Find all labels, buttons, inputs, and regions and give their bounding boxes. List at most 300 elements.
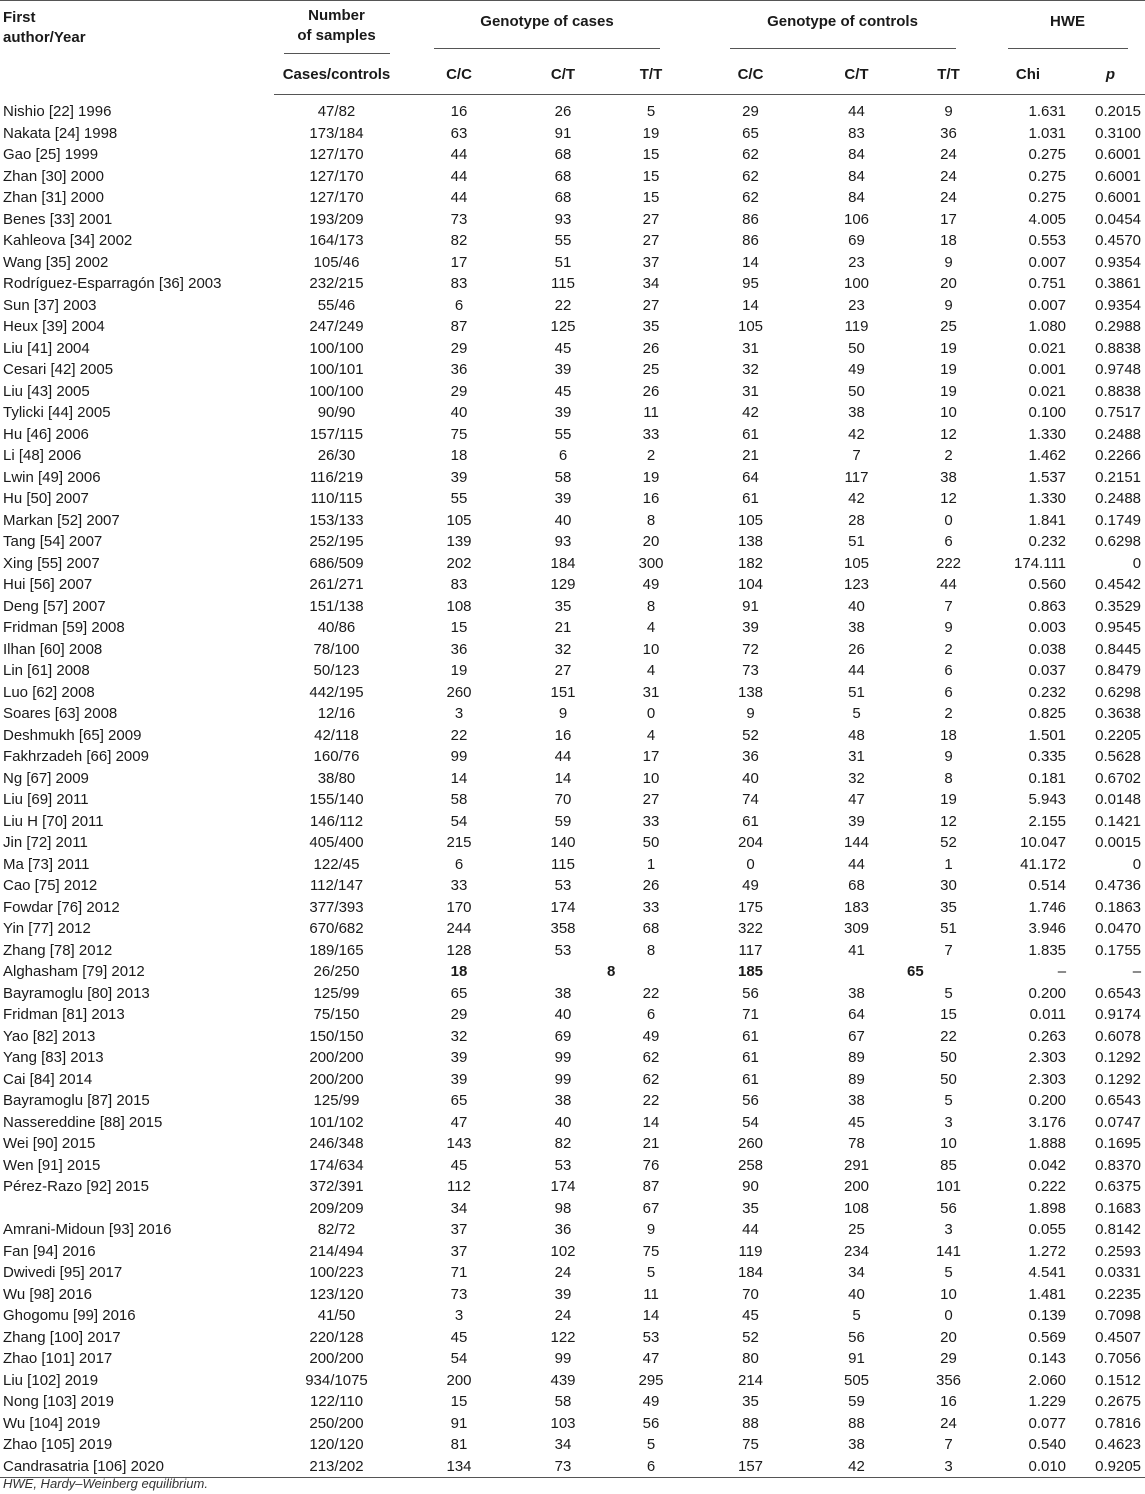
controls-cc-cell: 73 <box>742 662 759 679</box>
cases-tt-cell: 26 <box>642 382 660 400</box>
controls-ct-cell: 64 <box>848 1006 865 1023</box>
cases-tt-cell: 10 <box>642 640 660 658</box>
cases-tt-cell: 27 <box>642 210 660 228</box>
controls-cc-cell: 44 <box>742 1221 759 1238</box>
table-row <box>0 1069 1145 1091</box>
chi-cell: 174.111 <box>1014 554 1067 572</box>
controls-cc-cell: 62 <box>742 189 759 206</box>
author-year-cell: Fowdar [76] 2012 <box>3 898 120 916</box>
controls-cc-cell: 72 <box>742 640 759 658</box>
p-value-cell: 0.6702 <box>1095 769 1142 787</box>
controls-cc-cell: 31 <box>742 382 759 400</box>
samples-cell: 50/123 <box>313 662 360 679</box>
samples-cell: 252/195 <box>309 533 364 550</box>
author-year-cell: Gao [25] 1999 <box>3 146 99 163</box>
cases-cc-cell: 15 <box>450 619 468 636</box>
cases-cc-cell: 18 <box>450 963 468 980</box>
cases-tt-cell: 49 <box>642 576 660 593</box>
cases-cc-cell: 22 <box>450 726 468 744</box>
author-year-cell: Zhao [105] 2019 <box>3 1436 113 1453</box>
controls-ct-cell: 26 <box>848 640 865 658</box>
cases-cc-cell: 139 <box>446 533 472 550</box>
author-year-cell: Liu [41] 2004 <box>3 339 90 357</box>
cases-tt-cell: 31 <box>642 683 660 701</box>
author-year-cell: Markan [52] 2007 <box>3 511 120 529</box>
cases-tt-cell: 15 <box>642 146 660 163</box>
p-value-cell: 0.1749 <box>1095 511 1142 529</box>
controls-ct-cell: 200 <box>844 1178 870 1195</box>
controls-ct-cell: 84 <box>848 189 865 206</box>
controls-ct-cell: 117 <box>844 468 869 486</box>
chi-cell: 0.553 <box>1028 232 1067 249</box>
controls-tt-cell: 30 <box>940 877 957 894</box>
controls-tt-cell: 52 <box>940 834 957 851</box>
controls-cc-cell: 31 <box>742 339 759 357</box>
author-year-cell: Liu [69] 2011 <box>3 791 89 808</box>
samples-cell: 670/682 <box>309 920 364 937</box>
cases-ct-cell: 122 <box>550 1328 576 1346</box>
controls-tt-cell: 22 <box>940 1027 957 1045</box>
controls-ct-cell: 69 <box>848 232 865 249</box>
chi-cell: 0.232 <box>1028 533 1067 550</box>
chi-cell: 0.514 <box>1028 877 1067 894</box>
controls-cc-cell: 9 <box>746 705 755 722</box>
table-row <box>0 95 1145 123</box>
author-year-cell: Cai [84] 2014 <box>3 1070 93 1088</box>
controls-cc-cell: 70 <box>742 1285 759 1303</box>
cases-tt-cell: 62 <box>642 1049 660 1066</box>
cases-tt-cell: 1 <box>646 855 656 873</box>
table-row <box>0 338 1145 360</box>
p-value-cell: 0.2151 <box>1095 468 1142 486</box>
cases-tt-cell: 11 <box>643 1285 659 1303</box>
cases-ct-cell <box>519 961 607 983</box>
controls-ct-cell: 40 <box>848 1285 865 1303</box>
author-year-cell: Candrasatria [106] 2020 <box>0 1456 274 1478</box>
author-year-cell: Sun [37] 2003 <box>3 296 97 314</box>
cases-ct-cell: 44 <box>554 748 572 765</box>
chi-cell: 1.481 <box>1028 1285 1067 1303</box>
controls-ct-cell: 291 <box>844 1156 870 1174</box>
controls-tt-cell: 17 <box>940 210 957 228</box>
cases-cc-cell: 19 <box>450 662 468 679</box>
p-value-cell: 0.6543 <box>1095 984 1142 1002</box>
controls-ct-cell <box>806 961 907 983</box>
author-year-cell: Kahleova [34] 2002 <box>3 232 133 249</box>
cases-cc-cell: 3 <box>454 1307 464 1324</box>
p-value-cell: 0.1755 <box>1095 941 1142 959</box>
table-row <box>0 983 1145 1005</box>
cases-cc-cell: 37 <box>450 1242 468 1260</box>
samples-cell: 125/99 <box>313 1092 360 1109</box>
controls-ct-cell: 89 <box>848 1049 865 1066</box>
cases-tt-cell: 27 <box>642 296 660 314</box>
author-year-cell: Luo [62] 2008 <box>3 683 95 701</box>
controls-tt-cell: 9 <box>944 103 953 120</box>
table-row <box>0 445 1145 467</box>
cases-tt-cell: 6 <box>646 1006 656 1023</box>
cases-tt-cell: 49 <box>642 1027 660 1045</box>
chi-cell: 0.001 <box>1028 361 1067 378</box>
table-row <box>0 746 1145 768</box>
chi-cell: 2.303 <box>1028 1070 1067 1088</box>
cases-tt-cell: 295 <box>638 1371 664 1389</box>
samples-cell: 153/133 <box>309 511 364 529</box>
controls-tt-cell: 5 <box>944 984 953 1002</box>
cases-cc-cell: 202 <box>446 554 472 572</box>
cases-cc-cell: 44 <box>450 146 468 163</box>
controls-ct-cell: 28 <box>848 511 865 529</box>
controls-tt-cell: 10 <box>940 1285 957 1303</box>
controls-cc-cell: 14 <box>742 296 759 314</box>
cases-tt-cell: 14 <box>642 1113 660 1131</box>
p-value-cell: 0.6001 <box>1095 189 1142 206</box>
cases-ct-cell: 38 <box>554 984 572 1002</box>
author-year-cell: Bayramoglu [87] 2015 <box>3 1092 150 1109</box>
author-year-cell: Rodríguez-Esparragón [36] 2003 <box>3 275 222 292</box>
table-row <box>0 1348 1145 1370</box>
samples-cell: 157/115 <box>309 425 364 443</box>
cases-ct-cell: 40 <box>554 1006 572 1023</box>
cases-cc-cell: 47 <box>450 1113 468 1131</box>
cases-cc-cell: 244 <box>446 920 472 937</box>
cases-cc-cell: 39 <box>450 1049 468 1066</box>
chi-cell: 0.077 <box>1028 1414 1067 1432</box>
controls-tt-cell: 51 <box>940 920 957 937</box>
controls-cc-cell: 29 <box>742 103 759 120</box>
author-year-cell: Tylicki [44] 2005 <box>3 404 111 421</box>
controls-ct-cell: 105 <box>844 554 870 572</box>
p-value-cell: – <box>1132 963 1142 980</box>
controls-tt-cell: 5 <box>944 1092 953 1109</box>
controls-cc-cell: 35 <box>742 1393 759 1410</box>
cases-tt-cell: 27 <box>642 232 660 249</box>
controls-tt-cell: 36 <box>940 124 957 142</box>
controls-tt-cell: 15 <box>940 1006 957 1023</box>
cases-cc-cell: 3 <box>454 705 464 722</box>
chi-cell: 0.540 <box>1028 1436 1067 1453</box>
controls-ct-cell: 23 <box>848 296 865 314</box>
chi-cell: 1.888 <box>1028 1135 1067 1152</box>
author-year-cell: Dwivedi [95] 2017 <box>3 1264 123 1281</box>
controls-ct-cell: 42 <box>806 1456 907 1478</box>
samples-cell: 100/100 <box>309 339 364 357</box>
controls-ct-cell: 51 <box>848 683 865 701</box>
cases-ct-cell: 53 <box>554 877 572 894</box>
author-year-cell: Tang [54] 2007 <box>3 533 103 550</box>
chi-cell: 0.021 <box>1028 339 1067 357</box>
cases-cc-cell: 83 <box>450 576 468 593</box>
samples-cell: 193/209 <box>309 210 364 228</box>
author-header-line2: author/Year <box>3 29 86 46</box>
controls-ct-cell: 44 <box>848 662 865 679</box>
cases-ct-cell: 439 <box>550 1371 576 1389</box>
author-year-cell: Lwin [49] 2006 <box>3 468 101 486</box>
author-year-cell: Bayramoglu [80] 2013 <box>3 984 150 1002</box>
author-year-cell: Hui [56] 2007 <box>3 576 93 593</box>
cases-cc-cell: 54 <box>450 1350 468 1367</box>
p-value-cell: 0.9545 <box>1095 619 1142 636</box>
cases-ct-cell: 27 <box>554 662 572 679</box>
cases-cc-cell: 33 <box>450 877 468 894</box>
cases-ct-cell: 9 <box>558 705 568 722</box>
cases-ct-cell: 53 <box>554 1156 572 1174</box>
cases-ct-cell: 98 <box>554 1199 572 1217</box>
table-row <box>0 1391 1145 1413</box>
cases-ct-cell: 91 <box>554 124 572 142</box>
controls-ct-cell: 44 <box>848 103 865 120</box>
cases-ct-cell: 125 <box>550 318 576 335</box>
samples-cell: 377/393 <box>309 898 364 916</box>
cases-tt-cell: 53 <box>642 1328 660 1346</box>
table-row <box>0 402 1145 424</box>
p-value-cell: 0.3638 <box>1095 705 1142 722</box>
table-row <box>0 553 1145 575</box>
cases-ct-cell: 99 <box>554 1350 572 1367</box>
samples-cell: 686/509 <box>309 554 364 572</box>
controls-ct-cell: 144 <box>844 834 870 851</box>
cases-cc-cell: 55 <box>450 490 468 507</box>
samples-cell: 78/100 <box>313 640 360 658</box>
cases-cc-cell: 39 <box>450 1070 468 1088</box>
controls-ct-cell: 89 <box>848 1070 865 1088</box>
author-year-cell: Fridman [81] 2013 <box>3 1006 125 1023</box>
author-year-cell: Zhan [30] 2000 <box>3 167 104 185</box>
chi-cell: 0.263 <box>1028 1027 1067 1045</box>
cases-cc-cell: 63 <box>450 124 468 142</box>
controls-cc-cell: 119 <box>738 1242 763 1260</box>
cases-tt-cell: 26 <box>642 339 660 357</box>
samples-cell: 405/400 <box>309 834 364 851</box>
chi-cell: 0.037 <box>1028 662 1067 679</box>
samples-cell: 146/112 <box>309 812 364 830</box>
p-value-cell: 0.6001 <box>1095 146 1142 163</box>
samples-cell: 934/1075 <box>305 1371 368 1389</box>
controls-cc-cell: 184 <box>738 1264 764 1281</box>
author-year-cell: Alghasham [79] 2012 <box>3 963 145 980</box>
controls-ct-cell: 38 <box>848 1092 865 1109</box>
cases-ct-cell: 102 <box>550 1242 576 1260</box>
p-value-cell: 0.2015 <box>1095 103 1142 120</box>
samples-cell: 40/86 <box>317 619 356 636</box>
chi-cell: 0.335 <box>1028 748 1067 765</box>
cases-tt-cell: 33 <box>642 898 660 916</box>
controls-tt-cell: 7 <box>944 597 953 615</box>
p-value-cell: 0.7056 <box>1095 1350 1142 1367</box>
cases-ct-cell: 36 <box>554 1221 572 1238</box>
cases-tt-cell: 21 <box>642 1135 660 1152</box>
cases-cc-cell: 36 <box>450 640 468 658</box>
table-row <box>0 1176 1145 1198</box>
cases-tt-cell: 75 <box>642 1242 660 1260</box>
table-row <box>0 789 1145 811</box>
cases-tt-cell: 37 <box>642 253 660 271</box>
p-value-cell: 0.7517 <box>1095 404 1142 421</box>
cases-ct-cell: 26 <box>554 103 572 120</box>
cases-cc-cell: 105 <box>446 511 472 529</box>
controls-tt-cell: 7 <box>944 1436 953 1453</box>
cases-cc-cell: 58 <box>450 791 468 808</box>
author-year-cell: Nakata [24] 1998 <box>3 124 118 142</box>
p-value-cell: 0.6375 <box>1095 1178 1142 1195</box>
controls-ct-cell: 23 <box>848 253 865 271</box>
author-year-header <box>0 6 274 95</box>
controls-ct-cell: 38 <box>848 404 865 421</box>
cases-cc-cell: 87 <box>450 318 468 335</box>
cases-cc-cell: 44 <box>450 167 468 185</box>
cases-ct-cell: 55 <box>554 232 572 249</box>
table-row <box>0 1262 1145 1284</box>
chi-cell: 0.055 <box>1028 1221 1067 1238</box>
cases-ct-cell: 53 <box>554 941 572 959</box>
cases-controls-subheader: Cases/controls <box>274 56 399 95</box>
controls-ct-cell: 42 <box>848 425 865 443</box>
table-row <box>0 273 1145 295</box>
cases-tt-cell: 17 <box>642 748 660 765</box>
table-row <box>0 467 1145 489</box>
p-value-cell: 0.1292 <box>1095 1049 1142 1066</box>
chi-cell: 0.825 <box>1028 705 1067 722</box>
author-year-cell: Deshmukh [65] 2009 <box>3 726 142 744</box>
author-year-cell: Xing [55] 2007 <box>3 554 100 572</box>
samples-cell: 127/170 <box>309 189 364 206</box>
chi-cell: 0.003 <box>1028 619 1067 636</box>
p-value-cell: 0.4736 <box>1095 877 1142 894</box>
cases-cc-cell: 18 <box>450 447 468 464</box>
chi-cell: 1.537 <box>1028 468 1067 486</box>
controls-cc-cell: 86 <box>742 210 759 228</box>
controls-cc-cell: 52 <box>742 1328 759 1346</box>
chi-cell: 0.181 <box>1028 769 1067 787</box>
samples-cell: 442/195 <box>309 683 364 701</box>
p-value-cell: 0.8445 <box>1095 640 1142 658</box>
chi-cell: 1.031 <box>1028 124 1067 142</box>
cases-ct-cell: 68 <box>554 146 572 163</box>
p-value-cell: 0.4507 <box>1095 1328 1142 1346</box>
controls-ct-cell: 25 <box>848 1221 865 1238</box>
controls-ct-cell: 56 <box>848 1328 865 1346</box>
controls-cc-cell: 35 <box>742 1199 759 1217</box>
controls-cc-cell: 260 <box>738 1135 764 1152</box>
chi-cell: – <box>1057 963 1067 980</box>
table-row <box>0 725 1145 747</box>
table-row <box>0 596 1145 618</box>
table-row <box>0 1327 1145 1349</box>
controls-cc-cell: 138 <box>738 533 764 550</box>
cases-ct-cell: 45 <box>554 339 572 357</box>
chi-cell: 41.172 <box>1020 855 1067 873</box>
cases-tt-cell: 19 <box>642 468 660 486</box>
chi-cell: 2.060 <box>1028 1371 1067 1389</box>
cases-tt-cell: 87 <box>642 1178 660 1195</box>
cases-ct-cell: 24 <box>554 1307 572 1324</box>
samples-cell: 246/348 <box>309 1135 364 1152</box>
cases-cc-cell: 71 <box>450 1264 468 1281</box>
chi-cell: 1.841 <box>1028 511 1067 529</box>
samples-cell: 100/100 <box>309 382 364 400</box>
cases-ct-cell: 32 <box>554 640 572 658</box>
samples-cell: 232/215 <box>309 275 364 292</box>
p-value-cell: 0.0148 <box>1095 791 1142 808</box>
cases-cc-cell: 143 <box>446 1135 472 1152</box>
chi-cell: 0.863 <box>1028 597 1067 615</box>
samples-header-line2: of samples <box>297 27 376 44</box>
cases-tt-cell: 35 <box>642 318 660 335</box>
controls-tt-cell: 356 <box>936 1371 962 1389</box>
controls-tt-cell: 56 <box>940 1199 957 1217</box>
cases-ct-cell: 34 <box>554 1436 572 1453</box>
author-year-cell: Wu [98] 2016 <box>3 1285 92 1303</box>
table-row <box>0 1090 1145 1112</box>
controls-tt-cell: 38 <box>940 468 957 486</box>
author-year-cell: Li [48] 2006 <box>3 447 82 464</box>
controls-ct-cell: 59 <box>848 1393 865 1410</box>
p-value-cell: 0.4570 <box>1095 232 1142 249</box>
cases-ct-subheader: C/T <box>519 56 607 95</box>
cases-tt-cell: 0 <box>646 705 656 722</box>
chi-cell: 0.560 <box>1028 576 1067 593</box>
cases-tt-cell: 19 <box>642 124 660 142</box>
table-footnote: HWE, Hardy–Weinberg equilibrium. <box>3 1476 208 1491</box>
author-year-cell: Ma [73] 2011 <box>3 855 90 873</box>
table-row <box>0 510 1145 532</box>
table-row <box>0 187 1145 209</box>
p-value-cell: 0 <box>1132 855 1142 873</box>
cases-cc-cell: 37 <box>450 1221 468 1238</box>
samples-cell: 150/150 <box>309 1027 364 1045</box>
chi-cell: 1.330 <box>1028 425 1067 443</box>
cases-tt-cell: 8 <box>646 597 656 615</box>
chi-cell: 1.631 <box>1028 103 1067 120</box>
table-row <box>0 1026 1145 1048</box>
cases-tt-cell: 25 <box>642 361 660 378</box>
cases-ct-cell: 99 <box>554 1070 572 1088</box>
controls-cc-cell: 62 <box>742 167 759 185</box>
author-year-cell: Nassereddine [88] 2015 <box>3 1113 163 1131</box>
controls-cc-cell: 258 <box>738 1156 764 1174</box>
chi-cell: 1.746 <box>1028 898 1067 916</box>
controls-tt-cell: 6 <box>944 683 953 701</box>
controls-tt-cell: 24 <box>940 1414 957 1432</box>
controls-tt-subheader: T/T <box>907 56 990 95</box>
cases-ct-cell: 39 <box>554 404 572 421</box>
controls-cc-cell: 61 <box>742 490 759 507</box>
chi-cell: 0.007 <box>1028 253 1067 271</box>
cases-ct-cell: 45 <box>554 382 572 400</box>
cases-tt-cell: 14 <box>642 1307 660 1324</box>
controls-tt-cell: 10 <box>940 1135 957 1152</box>
author-year-cell: Zhang [78] 2012 <box>3 941 113 959</box>
author-year-cell: Heux [39] 2004 <box>3 318 105 335</box>
table-row <box>0 961 1145 983</box>
controls-cc-cell: 95 <box>742 275 759 292</box>
p-value-cell: 0.1421 <box>1095 812 1142 830</box>
cases-ct-cell: 39 <box>554 490 572 507</box>
cases-cc-cell: 200 <box>446 1371 472 1389</box>
samples-cell: 55/46 <box>317 296 356 314</box>
table-row <box>0 1004 1145 1026</box>
cases-ct-cell: 70 <box>554 791 572 808</box>
controls-ct-cell: 38 <box>848 1436 865 1453</box>
controls-group-header: Genotype of controls <box>695 6 990 56</box>
controls-ct-cell: 41 <box>848 941 865 959</box>
cases-cc-cell: 6 <box>454 296 464 314</box>
cases-tt-cell: 4 <box>646 662 656 679</box>
p-value-cell: 0.2205 <box>1095 726 1142 744</box>
chi-cell: 0.011 <box>1029 1006 1067 1023</box>
cases-tt-cell: 9 <box>646 1221 656 1238</box>
cases-tt-cell: 33 <box>642 425 660 443</box>
